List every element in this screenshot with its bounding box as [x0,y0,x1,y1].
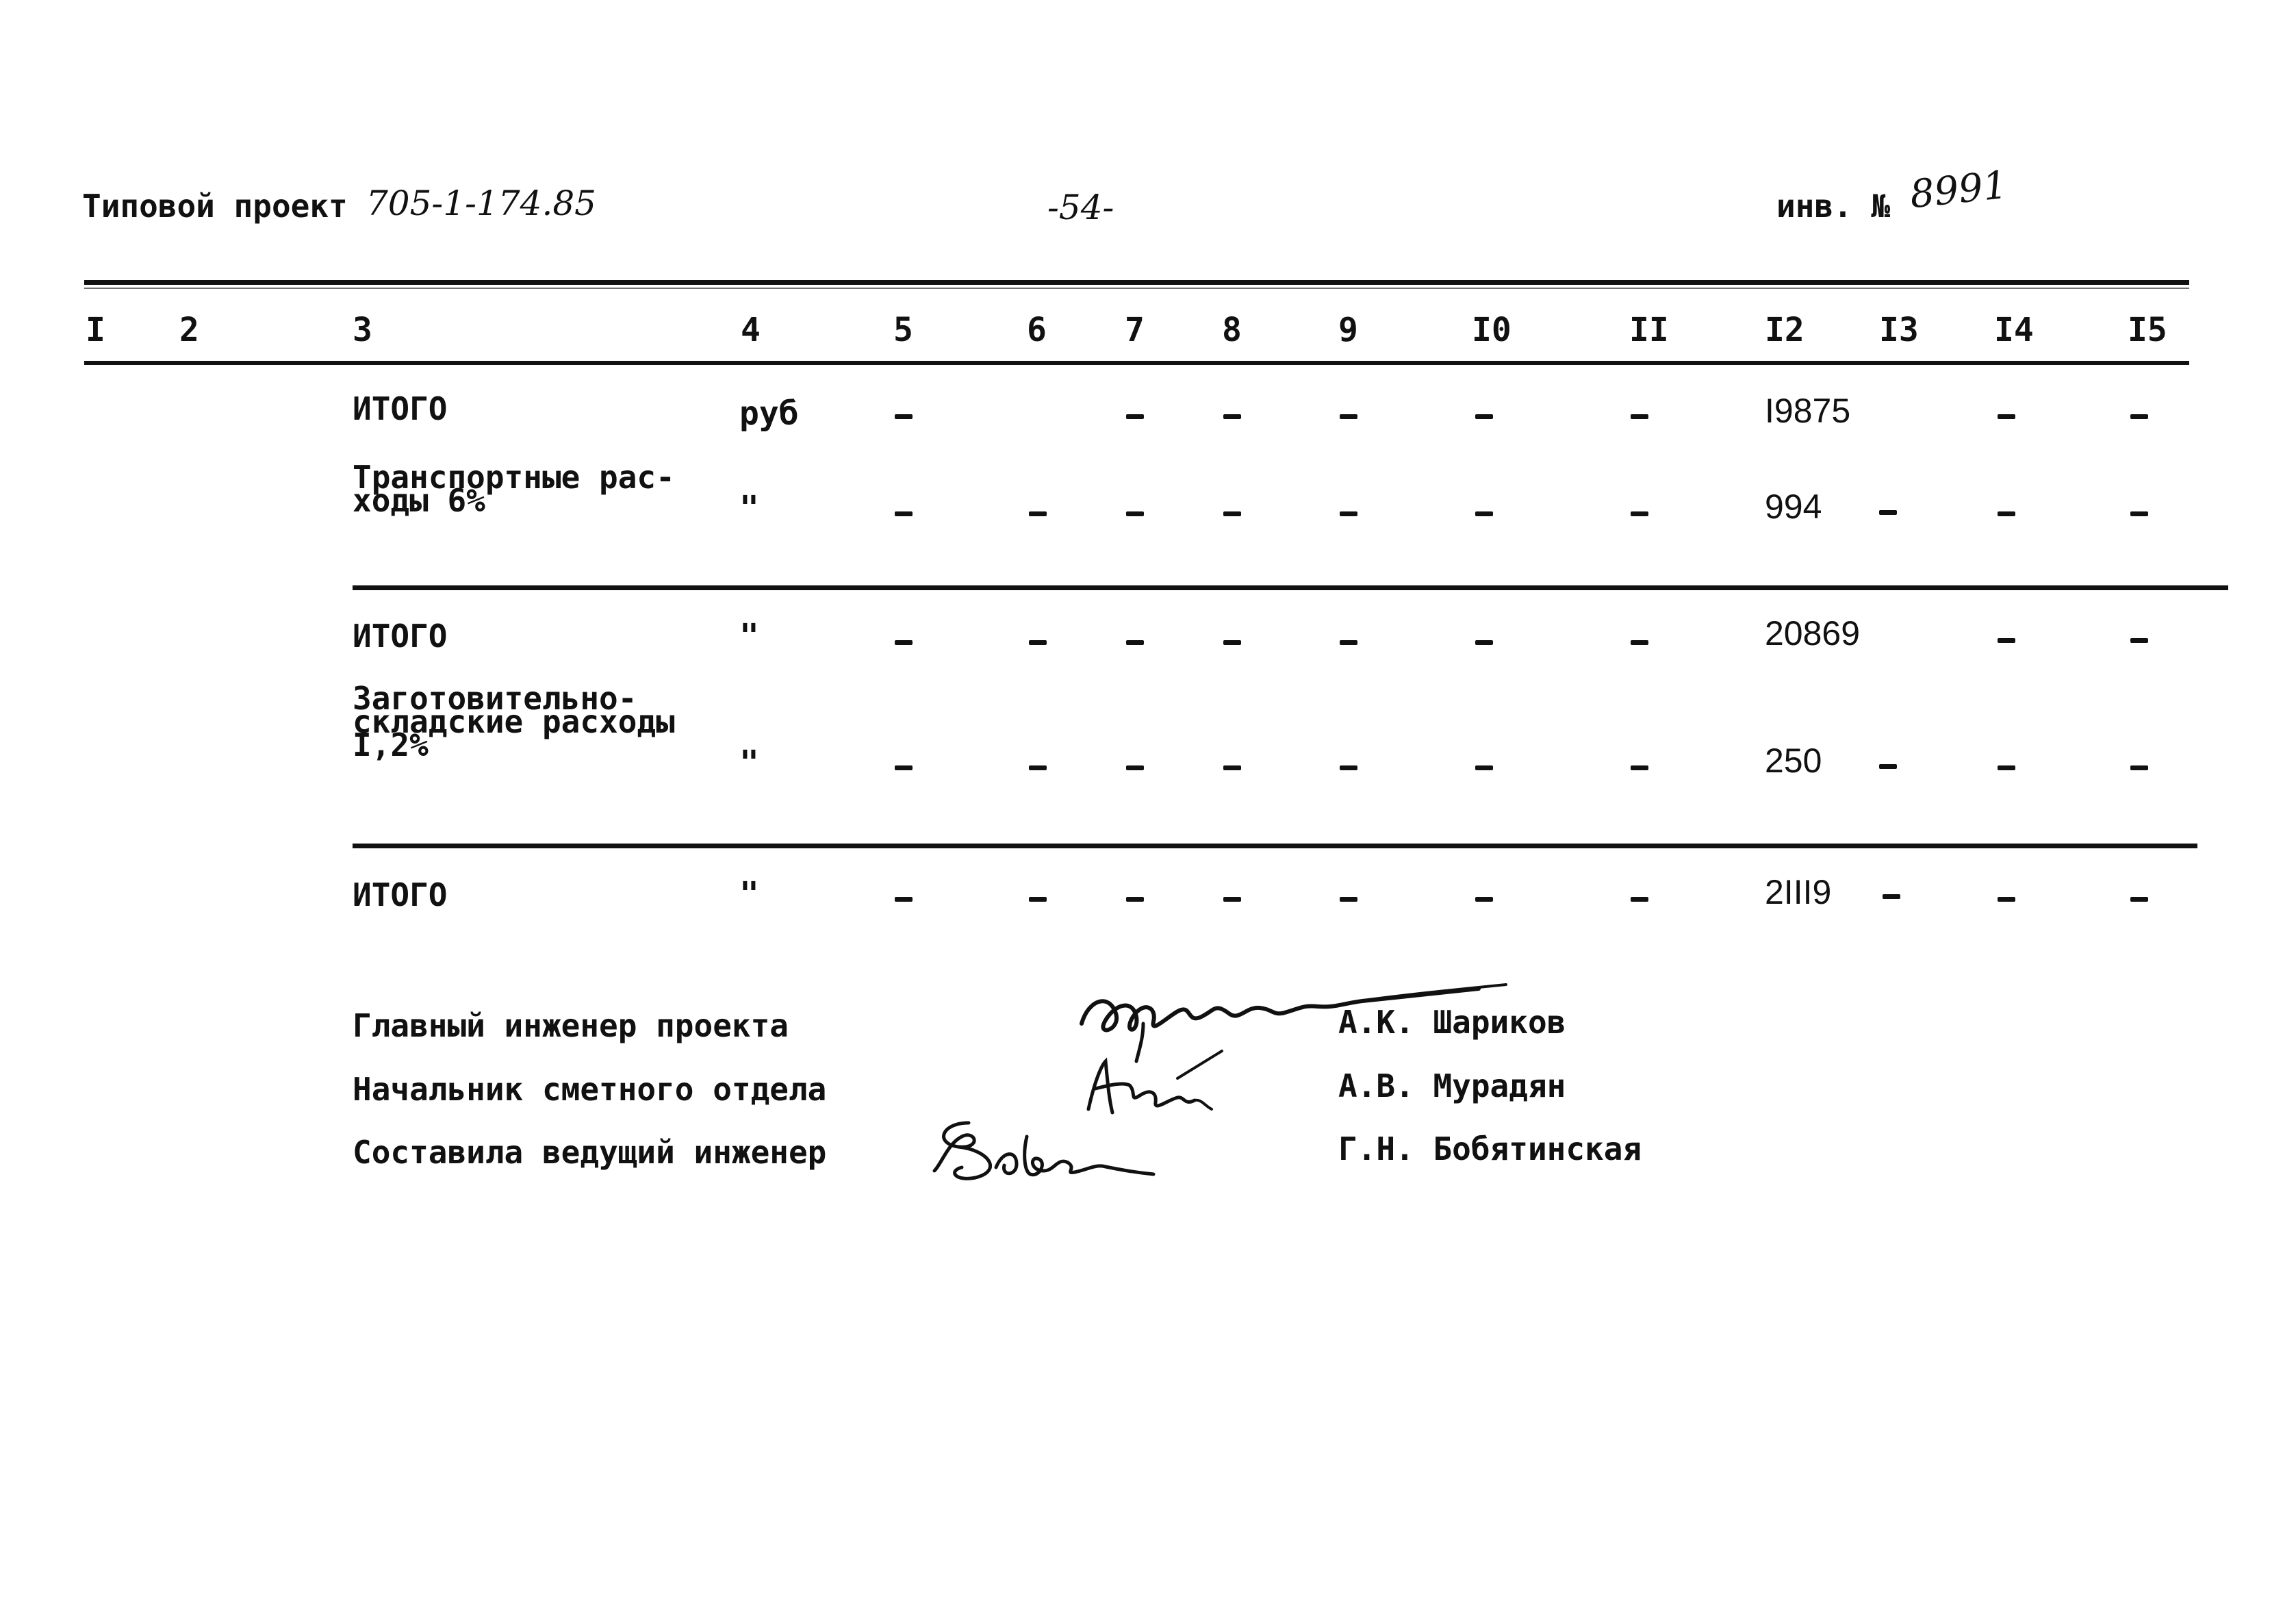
dash-c5 [895,765,913,770]
dash-c7 [1126,765,1144,770]
column-header: I4 [1994,311,2034,349]
dash-c14 [1998,511,2015,516]
row-amount: I9875 [1765,392,1851,430]
dash-c15 [2130,511,2148,516]
column-header: I3 [1879,311,1919,349]
inventory-label: инв. № [1776,188,1891,225]
project-number: 705-1-174.85 [366,183,596,223]
row-label: ИТОГО [353,618,448,655]
inventory-number: 8991 [1907,162,2010,218]
dash-c15 [2130,765,2148,770]
dash-c13 [1879,510,1897,515]
row-unit: " [739,744,759,782]
dash-c6 [1029,640,1047,645]
dash-c7 [1126,414,1144,419]
row-unit: " [739,489,759,527]
dash-c9 [1340,765,1357,770]
dash-c7 [1126,511,1144,516]
dash-c7 [1126,640,1144,645]
dash-c5 [895,640,913,645]
dash-c11 [1631,640,1648,645]
table-top-rule [84,280,2189,285]
column-header: I0 [1472,311,1511,349]
dash-c6 [1029,897,1047,902]
dash-c9 [1340,897,1357,902]
row-unit: " [739,617,759,655]
column-header: II [1629,311,1669,349]
row-label: ИТОГО [353,876,448,913]
dash-c11 [1631,765,1648,770]
dash-c6 [1029,511,1047,516]
signature-role: Главный инженер проекта [353,1007,789,1044]
signatory-name: А.В. Мурадян [1338,1067,1566,1104]
dash-c15 [2130,638,2148,643]
dash-c9 [1340,640,1357,645]
dash-c8 [1223,897,1241,902]
signatory-name: А.К. Шариков [1338,1004,1566,1041]
dash-c9 [1340,511,1357,516]
dash-c8 [1223,414,1241,419]
dash-c15 [2130,414,2148,419]
column-header: I [86,311,105,349]
total-rule [353,844,2197,848]
signature-role: Начальник сметного отдела [353,1071,827,1108]
column-header: 9 [1338,311,1358,349]
dash-c5 [895,511,913,516]
dash-c13 [1879,764,1897,769]
row-amount: 250 [1765,742,1822,780]
dash-c8 [1223,640,1241,645]
dash-c5 [895,414,913,419]
column-header: 4 [741,311,761,349]
project-label: Типовой проект [82,188,348,225]
column-header: 2 [179,311,199,349]
dash-c10 [1475,897,1493,902]
dash-c14 [1998,414,2015,419]
dash-c5 [895,897,913,902]
dash-c13 [1883,894,1900,899]
dash-c10 [1475,765,1493,770]
signature-role: Составила ведущий инженер [353,1134,827,1171]
row-label: ИТОГО [353,390,448,427]
column-header: 8 [1222,311,1242,349]
handwritten-signature-1 [1068,959,1520,1061]
row-label: Транспортные рас- ходы 6% [353,459,675,519]
column-header: 6 [1027,311,1047,349]
handwritten-signature-3 [928,1109,1174,1191]
signatory-name: Г.Н. Бобятинская [1338,1130,1642,1167]
dash-c14 [1998,638,2015,643]
dash-c10 [1475,511,1493,516]
dash-c9 [1340,414,1357,419]
row-amount: 2III9 [1765,873,1832,911]
dash-c11 [1631,897,1648,902]
table-top-rule-thin [84,288,2189,289]
dash-c8 [1223,511,1241,516]
page-number: -54- [1047,188,1114,227]
row-label: Заготовительно- складские расходы I,2% [353,680,675,763]
row-amount: 994 [1765,487,1822,526]
dash-c14 [1998,765,2015,770]
dash-c14 [1998,897,2015,902]
dash-c8 [1223,765,1241,770]
dash-c10 [1475,640,1493,645]
row-amount: 20869 [1765,614,1861,653]
dash-c11 [1631,414,1648,419]
dash-c7 [1126,897,1144,902]
dash-c15 [2130,897,2148,902]
row-unit: руб [739,394,799,433]
column-header: 5 [893,311,913,349]
dash-c11 [1631,511,1648,516]
column-header: I2 [1765,311,1804,349]
header-bottom-rule [84,361,2189,365]
column-header: I5 [2128,311,2167,349]
column-header: 3 [353,311,372,349]
subtotal-rule [353,585,2228,590]
row-unit: " [739,875,759,913]
column-header: 7 [1125,311,1145,349]
dash-c6 [1029,765,1047,770]
dash-c10 [1475,414,1493,419]
